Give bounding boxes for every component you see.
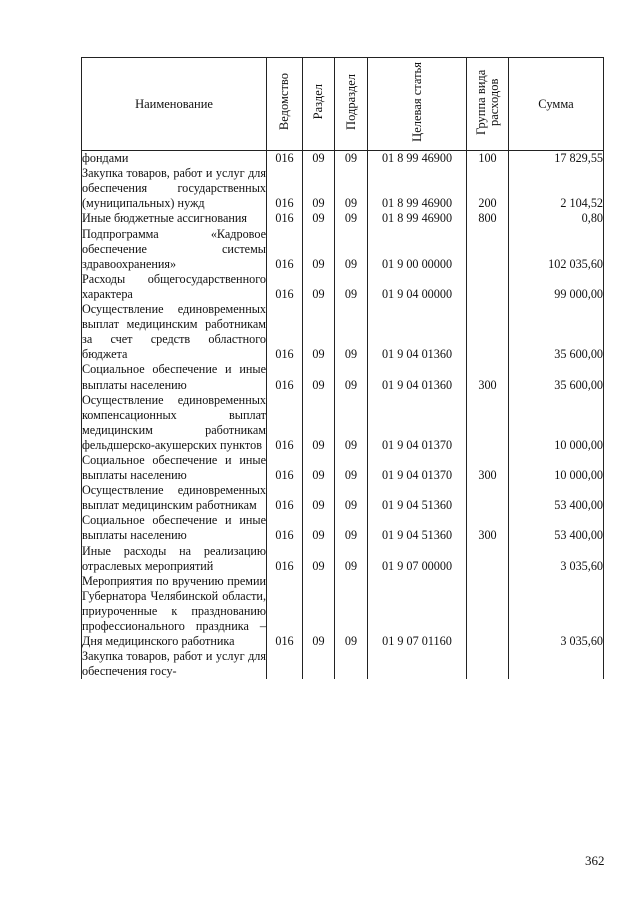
cell-celevaya-statya: 01 9 04 01360 [368, 302, 467, 362]
cell-gruppa [467, 649, 509, 679]
cell-name: Социальное обеспечение и иные выплаты населению [82, 452, 266, 483]
table-row [82, 544, 604, 574]
cell-summa: 2 104,52 [509, 166, 604, 211]
cell-summa: 10 000,00 [509, 393, 604, 453]
cell-gruppa [467, 574, 509, 649]
cell-razdel: 09 [303, 166, 335, 211]
cell-summa: 99 000,00 [509, 272, 604, 302]
table-row [82, 166, 604, 211]
table-row [82, 393, 604, 453]
cell-razdel [303, 649, 335, 679]
cell-podrazdel: 09 [335, 272, 368, 302]
cell-summa: 102 035,60 [509, 227, 604, 272]
cell-celevaya-statya: 01 9 04 51360 [368, 513, 467, 543]
cell-vedomstvo: 016 [267, 211, 303, 226]
cell-celevaya-statya: 01 9 04 01360 [368, 362, 467, 392]
table-row [82, 302, 604, 362]
header-podrazdel: Подраздел [335, 58, 368, 151]
cell-razdel: 09 [303, 211, 335, 226]
cell-gruppa: 100 [467, 151, 509, 167]
cell-vedomstvo: 016 [267, 151, 303, 167]
cell-razdel: 09 [303, 453, 335, 483]
cell-vedomstvo: 016 [267, 453, 303, 483]
cell-summa: 3 035,60 [509, 544, 604, 574]
cell-podrazdel: 09 [335, 362, 368, 392]
cell-celevaya-statya: 01 9 04 01370 [368, 393, 467, 453]
header-name: Наименование [82, 58, 267, 151]
cell-vedomstvo: 016 [267, 272, 303, 302]
page-number: 362 [585, 853, 605, 868]
cell-gruppa [467, 272, 509, 302]
cell-razdel: 09 [303, 362, 335, 392]
cell-gruppa [467, 393, 509, 453]
cell-podrazdel: 09 [335, 574, 368, 649]
cell-name: Осуществление единовременных выплат медицинским работникам за счет средств областного бюджета [82, 302, 266, 362]
table-row [82, 513, 604, 543]
cell-name: Осуществление единовременных выплат медицинским работникам [82, 483, 266, 513]
cell-podrazdel: 09 [335, 166, 368, 211]
table-row [82, 227, 604, 272]
cell-podrazdel: 09 [335, 513, 368, 543]
cell-podrazdel: 09 [335, 227, 368, 272]
cell-celevaya-statya: 01 9 07 00000 [368, 544, 467, 574]
cell-gruppa: 300 [467, 513, 509, 543]
cell-vedomstvo: 016 [267, 574, 303, 649]
budget-table [81, 57, 604, 679]
cell-gruppa: 200 [467, 166, 509, 211]
cell-celevaya-statya: 01 9 00 00000 [368, 227, 467, 272]
cell-vedomstvo: 016 [267, 513, 303, 543]
cell-gruppa: 300 [467, 362, 509, 392]
cell-podrazdel [335, 649, 368, 679]
cell-summa: 53 400,00 [509, 483, 604, 513]
cell-gruppa [467, 483, 509, 513]
cell-gruppa: 300 [467, 453, 509, 483]
cell-summa [509, 649, 604, 679]
table-row [82, 362, 604, 392]
cell-celevaya-statya: 01 8 99 46900 [368, 151, 467, 167]
header-vedomstvo: Ведомство [267, 58, 303, 151]
table-row [82, 453, 604, 483]
cell-summa: 10 000,00 [509, 453, 604, 483]
cell-podrazdel: 09 [335, 393, 368, 453]
cell-vedomstvo: 016 [267, 362, 303, 392]
header-razdel: Раздел [303, 58, 335, 151]
cell-razdel: 09 [303, 227, 335, 272]
cell-celevaya-statya: 01 9 04 01370 [368, 453, 467, 483]
cell-podrazdel: 09 [335, 151, 368, 167]
cell-razdel: 09 [303, 574, 335, 649]
cell-vedomstvo: 016 [267, 227, 303, 272]
cell-gruppa: 800 [467, 211, 509, 226]
header-summa: Сумма [509, 58, 604, 151]
cell-podrazdel: 09 [335, 211, 368, 226]
cell-name: Закупка товаров, работ и услуг для обеспечения госу- [82, 649, 266, 679]
cell-name: Расходы общегосударственного характера [82, 271, 266, 301]
cell-celevaya-statya: 01 9 07 01160 [368, 574, 467, 649]
cell-gruppa [467, 227, 509, 272]
table-row [82, 649, 604, 679]
cell-name: Осуществление единовременных компенсационных выплат медицинским работникам фельдшерско-акушерских пунктов [82, 392, 266, 452]
cell-summa: 0,80 [509, 211, 604, 226]
cell-name: Социальное обеспечение и иные выплаты населению [82, 513, 266, 543]
cell-razdel: 09 [303, 151, 335, 167]
cell-celevaya-statya: 01 8 99 46900 [368, 166, 467, 211]
cell-vedomstvo: 016 [267, 166, 303, 211]
cell-name: Мероприятия по вручению премии Губернатора Челябинской области, приуроченные к празднованию профессионального праздника – Дня медицинского работника [82, 573, 266, 649]
cell-razdel: 09 [303, 393, 335, 453]
cell-summa: 35 600,00 [509, 302, 604, 362]
cell-razdel: 09 [303, 513, 335, 543]
table-row [82, 272, 604, 302]
cell-summa: 17 829,55 [509, 151, 604, 167]
cell-name: фондами [82, 151, 267, 167]
cell-celevaya-statya: 01 8 99 46900 [368, 211, 467, 226]
cell-summa: 3 035,60 [509, 574, 604, 649]
table-row [82, 483, 604, 513]
cell-celevaya-statya: 01 9 04 51360 [368, 483, 467, 513]
cell-name: Закупка товаров, работ и услуг для обеспечения государственных (муниципальных) нужд [82, 166, 266, 211]
cell-razdel: 09 [303, 302, 335, 362]
cell-name: Подпрограмма «Кадровое обеспечение системы здравоохранения» [82, 226, 266, 271]
cell-gruppa [467, 544, 509, 574]
cell-vedomstvo: 016 [267, 393, 303, 453]
cell-vedomstvo: 016 [267, 483, 303, 513]
table-row [82, 211, 604, 226]
cell-summa: 35 600,00 [509, 362, 604, 392]
cell-celevaya-statya [368, 649, 467, 679]
cell-podrazdel: 09 [335, 302, 368, 362]
table-row [82, 574, 604, 649]
cell-name: Иные бюджетные ассигнования [82, 211, 267, 226]
cell-vedomstvo: 016 [267, 302, 303, 362]
cell-summa: 53 400,00 [509, 513, 604, 543]
table-body [82, 151, 604, 680]
header-celevaya-statya: Целевая статья [368, 58, 467, 151]
cell-razdel: 09 [303, 544, 335, 574]
cell-name: Социальное обеспечение и иные выплаты населению [82, 362, 266, 392]
table-row [82, 151, 604, 167]
cell-gruppa [467, 302, 509, 362]
cell-celevaya-statya: 01 9 04 00000 [368, 272, 467, 302]
cell-name: Иные расходы на реализацию отраслевых мероприятий [82, 543, 266, 573]
cell-podrazdel: 09 [335, 453, 368, 483]
cell-razdel: 09 [303, 483, 335, 513]
cell-vedomstvo: 016 [267, 544, 303, 574]
table-header-row [82, 58, 604, 151]
cell-podrazdel: 09 [335, 483, 368, 513]
cell-podrazdel: 09 [335, 544, 368, 574]
cell-vedomstvo [267, 649, 303, 679]
cell-razdel: 09 [303, 272, 335, 302]
header-gruppa-vida-raskhodov: Группа вида расходов [467, 58, 509, 151]
